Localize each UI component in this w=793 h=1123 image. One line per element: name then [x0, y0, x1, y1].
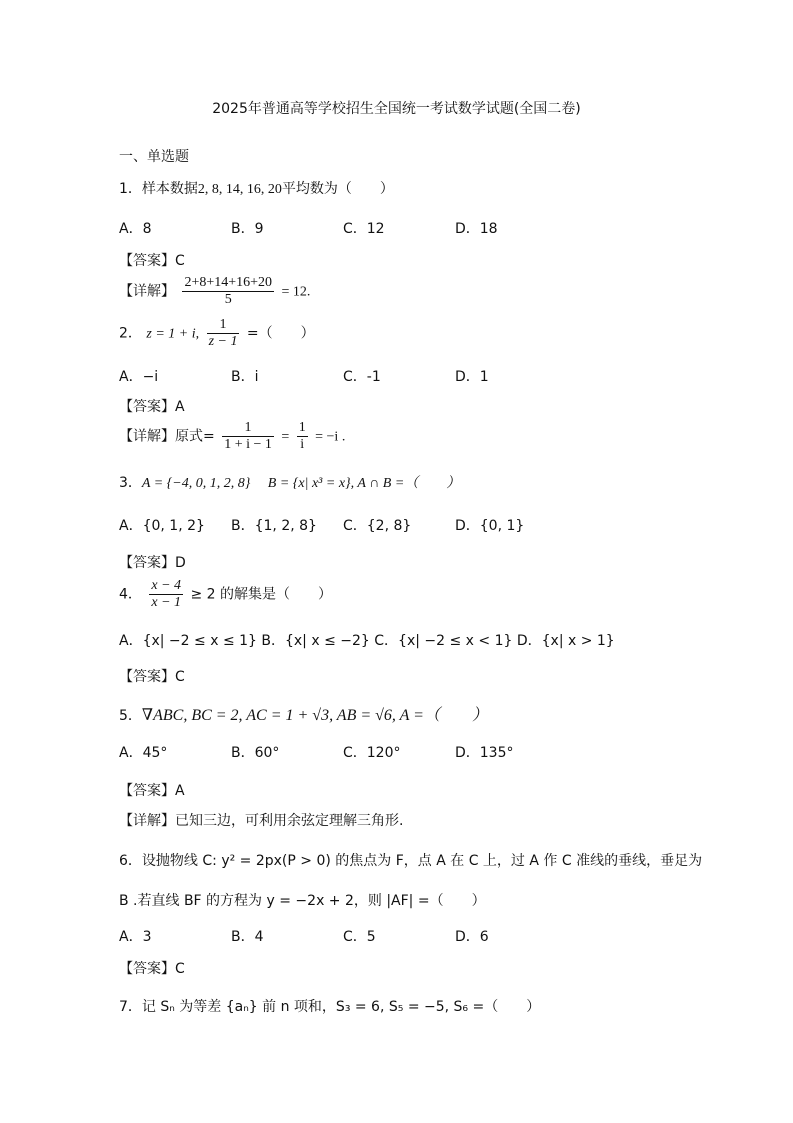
question-text: 记 Sₙ 为等差 {aₙ} 前 n 项和，S₃ = 6, S₅ = −5, S₆ =（ ） — [141, 999, 541, 1015]
question-4 — [119, 578, 332, 611]
detail-text: 已知三边，可利用余弦定理解三角形. — [175, 813, 404, 829]
question-text: ∇ABC, BC = 2, AC = 1 + √3, AB = √6, A =（ ） — [141, 707, 488, 724]
option-a: A．3 — [119, 929, 152, 945]
detail-result: = 12. — [281, 284, 311, 300]
answer-label: 【答案】 — [119, 961, 175, 977]
option-c: C．120° — [343, 745, 401, 761]
answer-value: C — [175, 669, 185, 685]
detail-5 — [119, 810, 403, 830]
option-b: B．{1, 2, 8} — [231, 518, 317, 534]
answer-value: A — [175, 783, 185, 799]
option-b: B．i — [231, 369, 259, 385]
option-b: B．4 — [231, 929, 264, 945]
question-number: 5． — [119, 708, 142, 724]
answer-label: 【答案】 — [119, 555, 175, 571]
option-a: A．8 — [119, 221, 152, 237]
answer-3 — [119, 552, 186, 572]
question-text: A = {−4, 0, 1, 2, 8} B = {x| x³ = x}, A ∩ B =（ ） — [141, 476, 461, 491]
answer-label: 【答案】 — [119, 253, 175, 269]
question-number: 7． — [119, 999, 142, 1015]
fraction: $\frac{1}{z - 1}$ — [208, 317, 238, 349]
answer-value: A — [175, 399, 185, 415]
detail-1 — [119, 275, 310, 308]
option-a: A．{0, 1, 2} — [119, 518, 205, 534]
option-c: C．{2, 8} — [343, 518, 412, 534]
question-text: =（ ） — [246, 325, 315, 342]
option-d: D．1 — [455, 369, 489, 385]
option-c: C．12 — [343, 221, 385, 237]
option-d: D．135° — [455, 745, 514, 761]
answer-label: 【答案】 — [119, 669, 175, 685]
answer-4 — [119, 666, 185, 686]
option-d: D．{0, 1} — [455, 518, 525, 534]
question-text: 设抛物线 C: y² = 2px(P > 0) 的焦点为 F，点 A 在 C 上，过 A 作 C 准线的垂线，垂足为 — [141, 853, 703, 869]
question-number: 4． — [119, 586, 142, 603]
question-number: 3． — [119, 475, 142, 491]
question-6-line-2: B .若直线 BF 的方程为 y = −2x + 2，则 |AF| =（ ） — [119, 893, 486, 909]
option-d: D．6 — [455, 929, 489, 945]
fraction: $\frac{x - 4}{x - 1}$ — [151, 578, 182, 610]
detail-2 — [119, 420, 345, 453]
option-b: B．60° — [231, 745, 280, 761]
question-6-line-1 — [119, 850, 702, 870]
answer-5 — [119, 780, 185, 800]
option-c: C．-1 — [343, 369, 381, 385]
question-2 — [119, 317, 315, 350]
question-data: 2, 8, 14, 16, 20 — [197, 182, 282, 197]
answer-value: C — [175, 253, 185, 269]
option-d: D．18 — [455, 221, 498, 237]
detail-label: 【详解】 — [119, 428, 175, 445]
question-5 — [119, 702, 488, 725]
question-text: 样本数据 — [141, 181, 198, 197]
page-title: 2025年普通高等学校招生全国统一考试数学试题(全国二卷) — [212, 101, 581, 117]
answer-value: C — [175, 961, 185, 977]
equals-sign: = — [281, 429, 290, 445]
question-number: 2． — [119, 325, 142, 342]
detail-result: = −i . — [315, 429, 346, 445]
detail-label: 【详解】 — [119, 283, 175, 300]
question-expr: z = 1 + i, — [146, 326, 200, 342]
question-text: ≥ 2 的解集是（ ） — [190, 586, 333, 603]
option-c: C．5 — [343, 929, 376, 945]
detail-prefix: 原式= — [175, 428, 215, 445]
option-a: A．45° — [119, 745, 168, 761]
section-heading: 一、单选题 — [119, 149, 189, 165]
question-number: 6． — [119, 853, 142, 869]
question-7 — [119, 996, 540, 1016]
answer-1 — [119, 250, 185, 270]
answer-label: 【答案】 — [119, 783, 175, 799]
option-b: B．9 — [231, 221, 264, 237]
detail-label: 【详解】 — [119, 813, 175, 829]
option-a: A．−i — [119, 369, 159, 385]
fraction: $\frac{1}{i}$ — [298, 420, 306, 452]
answer-2 — [119, 396, 185, 416]
question-text: 平均数为（ ） — [281, 181, 394, 197]
answer-value: D — [175, 555, 186, 571]
answer-label: 【答案】 — [119, 399, 175, 415]
fraction: $\frac{1}{1 + i - 1}$ — [224, 420, 272, 452]
question-4-options: A．{x| −2 ≤ x ≤ 1} B．{x| x ≤ −2} C．{x| −2 ≤ x < 1} D．{x| x > 1} — [119, 633, 615, 649]
fraction: $\frac{2+8+14+16+20}{5}$ — [184, 275, 273, 307]
question-3 — [119, 472, 460, 492]
question-1 — [119, 178, 394, 198]
question-number: 1． — [119, 181, 142, 197]
answer-6 — [119, 958, 185, 978]
